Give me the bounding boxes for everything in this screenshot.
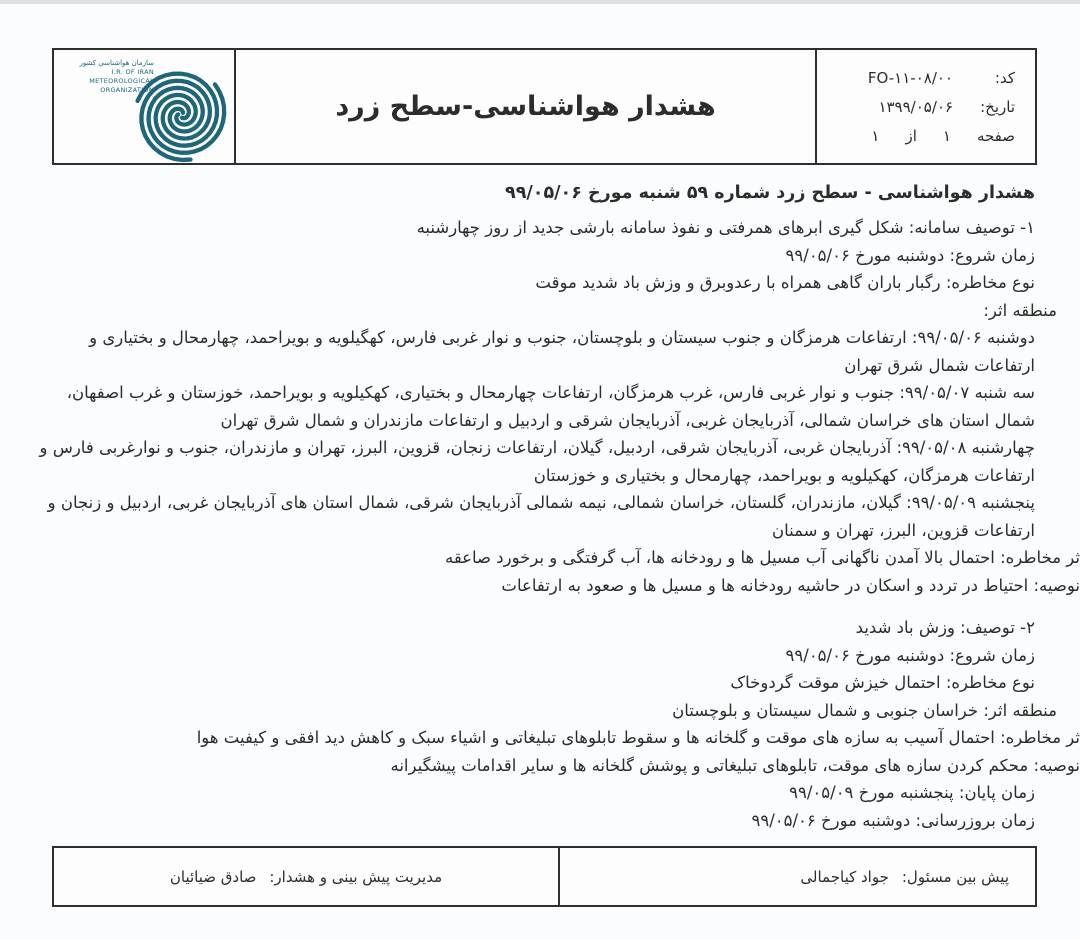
date-label: تاریخ: [980, 97, 1015, 116]
body-line: نوصیه: احتیاط در تردد و اسکان در حاشیه رودخانه ها و مسیل ها و صعود به ارتفاعات [501, 575, 1080, 595]
page-total: ۱ [871, 126, 880, 145]
page-of-label: از [905, 126, 917, 145]
body-line: ثر مخاطره: احتمال آسیب به سازه های موقت و گلخانه ها و سقوط تابلوهای تبلیغاتی و اشیاء سبک و کاهش دید افقی و کیفیت هوا [196, 728, 1080, 747]
body-line: دوشنبه ۹۹/۰۵/۰۶: ارتفاعات هرمزگان و جنوب سیستان و بلوچستان، جنوب و نوار غربی فارس، کهگیلویه و بویراحمد، چهارمحال و بختیاری و ارتفاعات شمال شرق تهران [89, 328, 1035, 375]
body-line: نوصیه: محکم کردن سازه های موقت، تابلوهای تبلیغاتی و پوشش گلخانه ها و سایر اقدامات پیشگیرانه [390, 755, 1080, 775]
page-row [837, 127, 1015, 145]
footer-management-cell [54, 848, 558, 905]
code-label: کد: [994, 68, 1015, 87]
date-value: ۱۳۹۹/۰۵/۰۶ [878, 97, 953, 116]
page-label: صفحه [976, 126, 1015, 145]
body-line: ۲- توصیف: وزش باد شدید [855, 618, 1035, 637]
logo-text-en2: METEOROLOGICAL [89, 77, 154, 85]
body-line: زمان شروع: دوشنبه مورخ ۹۹/۰۵/۰۶ [785, 245, 1035, 265]
forecaster-label: پیش بین مسئول: [901, 867, 1009, 886]
footer-forecaster-cell [558, 848, 1035, 905]
window-top-strip [0, 0, 1080, 4]
forecaster-name: جواد کیاجمالی [800, 867, 889, 886]
body-line: منطقه اثر: [983, 300, 1057, 320]
logo-text-en3: ORGANIZATION [100, 86, 154, 94]
body-lines [38, 214, 1080, 834]
code-row [837, 69, 1015, 87]
page-number: ۱ [942, 126, 951, 145]
header-title-cell [236, 50, 815, 163]
logo-text-fa: سازمان هواشناسی کشور [79, 59, 154, 67]
warning-heading: هشدار هواشناسی - سطح زرد شماره ۵۹ شنبه مورخ ۹۹/۰۵/۰۶ [505, 183, 1035, 203]
code-value: FO-۱۱-۰۸/۰۰ [867, 68, 953, 87]
management-name: صادق ضیائیان [169, 867, 257, 886]
document-body [38, 181, 1080, 834]
body-line: نوع مخاطره: احتمال خیزش موقت گردوخاک [730, 673, 1035, 692]
document-title: هشدار هواشناسی-سطح زرد [335, 91, 716, 122]
header-table [52, 48, 1037, 165]
date-row [837, 98, 1015, 116]
header-logo-cell [54, 50, 236, 163]
body-line: زمان بروزرسانی: دوشنبه مورخ ۹۹/۰۵/۰۶ [751, 810, 1035, 830]
body-line: سه شنبه ۹۹/۰۵/۰۷: جنوب و نوار غربی فارس، غرب هرمزگان، ارتفاعات چهارمحال و بختیاری، کهکیلویه و بویراحمد، خوزستان و غرب اصفهان، شمال استان های خراسان شمالی، آذربایجان غربی، آذربایجان شرقی و اردبیل و ارتفاعات مازندران و شمال شرق تهران [66, 383, 1035, 430]
body-line: زمان شروع: دوشنبه مورخ ۹۹/۰۵/۰۶ [785, 645, 1035, 665]
meteorological-spiral-logo-icon [132, 65, 230, 163]
body-line: زمان پایان: پنجشنبه مورخ ۹۹/۰۵/۰۹ [789, 783, 1035, 802]
body-line: ۱- توصیف سامانه: شکل گیری ابرهای همرفتی و نفوذ سامانه بارشی جدید از روز چهارشنبه [416, 218, 1035, 237]
body-line: نوع مخاطره: رگبار باران گاهی همراه با رعدوبرق و وزش باد شدید موقت [535, 273, 1035, 292]
logo-text-en1: I.R. OF IRAN [111, 68, 154, 76]
body-line: پنجشنبه ۹۹/۰۵/۰۹: گیلان، مازندران، گلستان، خراسان شمالی، نیمه شمالی آذربایجان شرقی، شمال استان های آذربایجان غربی، اردبیل و زنجان و ارتفاعات قزوین، البرز، تهران و سمنان [47, 493, 1035, 540]
body-line: ثر مخاطره: احتمال بالا آمدن ناگهانی آب مسیل ها و رودخانه ها، آب گرفتگی و برخورد صاعقه [444, 548, 1080, 567]
footer-table [52, 846, 1037, 907]
management-label: مدیریت پیش بینی و هشدار: [269, 867, 443, 886]
header-info-cell [815, 50, 1035, 163]
body-line: چهارشنبه ۹۹/۰۵/۰۸: آذربایجان غربی، آذربایجان شرقی، اردبیل، گیلان، ارتفاعات زنجان، قزوین، البرز، تهران و مازندران، جنوب و نوارغربی فارس و ارتفاعات هرمزگان، کهکیلویه و بویراحمد، چهارمحال و بختیاری و خوزستان [39, 438, 1035, 485]
body-line: منطقه اثر: خراسان جنوبی و شمال سیستان و بلوچستان [672, 700, 1057, 720]
